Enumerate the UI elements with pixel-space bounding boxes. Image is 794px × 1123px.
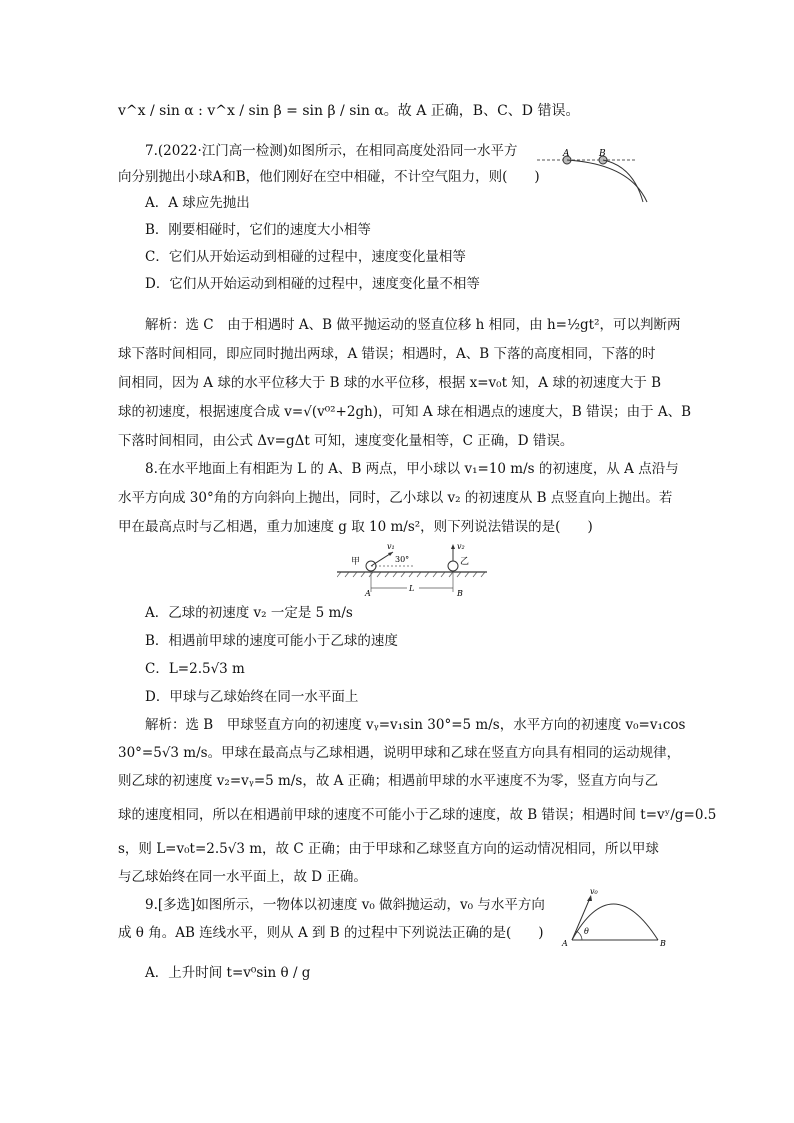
q8-solution-line2: 30°=5√3 m/s。甲球在最高点与乙球相遇，说明甲球和乙球在竖直方向具有相同的运动规律， (118, 745, 681, 761)
q7-solution-line3: 间相同，因为 A 球的水平位移大于 B 球的水平位移，根据 x=v₀t 知，A 球的初速度大于 B (118, 375, 662, 391)
q9-option-a: A．上升时间 t=v⁰sin θ / g (145, 965, 311, 981)
q9-label-a: A (562, 939, 568, 948)
q8-solution-line1: 解析：选 B 甲球竖直方向的初速度 vᵧ=v₁sin 30°=5 m/s，水平方向的初速度 v₀=v₁cos (145, 717, 686, 733)
q8-v2-arrowhead (451, 544, 455, 549)
q8-solution-line4: 球的速度相同，所以在相遇前甲球的速度不可能小于乙球的速度，故 B 错误；相遇时间 t=vʸ/g=0.5 (118, 807, 717, 823)
q8-option-c: C．L=2.5√3 m (145, 661, 245, 677)
q8-solution-line5: s，则 L=v₀t=2.5√3 m，故 C 正确；由于甲球和乙球竖直方向的运动情况相同，所以甲球 (118, 841, 659, 857)
q7-stem-line1: 7.(2022·江门高一检测)如图所示，在相同高度处沿同一水平方 (145, 143, 518, 159)
q8-stem-line3: 甲在最高点时与乙相遇，重力加速度 g 取 10 m/s²，则下列说法错误的是( ) (118, 519, 593, 535)
q8-label-jia: 甲 (351, 557, 361, 567)
q8-label-a: A (365, 589, 371, 598)
q7-trajectory-a (567, 160, 647, 202)
top-formula: v^x / sin α : v^x / sin β = sin β / sin α。故 A 正确，B、C、D 错误。 (118, 103, 580, 119)
q7-stem-line2: 向分别抛出小球A和B，他们刚好在空中相碰，不计空气阻力，则( ) (118, 169, 540, 185)
q8-figure (337, 540, 487, 598)
q8-ground-hatch (337, 572, 485, 577)
q7-solution-line5: 下落时间相同，由公式 Δv=gΔt 可知，速度变化量相等，C 正确，D 错误。 (118, 433, 574, 449)
q7-solution-line4: 球的初速度，根据速度合成 v=√(v⁰²+2gh)，可知 A 球在相遇点的速度大，B 错误；由于 A、B (118, 404, 692, 420)
q8-label-angle: 30° (395, 555, 410, 564)
q8-solution-line6: 与乙球始终在同一水平面上，故 D 正确。 (118, 869, 367, 885)
q8-option-a: A．乙球的初速度 v₂ 一定是 5 m/s (145, 605, 353, 621)
q9-figure (560, 884, 670, 950)
q7-trajectory-b (603, 160, 643, 202)
q8-option-b: B．相遇前甲球的速度可能小于乙球的速度 (145, 633, 398, 649)
q7-figure (535, 148, 655, 204)
q7-label-b: B (599, 149, 606, 159)
q9-stem-line1: 9.[多选]如图所示，一物体以初速度 v₀ 做斜抛运动，v₀ 与水平方向 (145, 897, 545, 913)
q9-label-v0: v₀ (590, 887, 598, 896)
q8-label-v1: v₁ (387, 542, 395, 551)
q8-stem-line1: 8.在水平地面上有相距为 L 的 A、B 两点，甲小球以 v₁=10 m/s 的初速度，从 A 点沿与 (145, 461, 679, 477)
q8-label-l: L (409, 584, 415, 593)
q8-option-d: D．甲球与乙球始终在同一水平面上 (145, 689, 359, 705)
q9-label-theta: θ (584, 927, 589, 936)
q7-option-b: B．刚要相碰时，它们的速度大小相等 (145, 222, 371, 238)
q8-label-v2: v₂ (457, 542, 465, 551)
q7-solution-line2: 球下落时间相同，即应同时抛出两球，A 错误；相遇时，A、B 下落的高度相同，下落的时 (118, 346, 656, 362)
q7-solution-line1: 解析：选 C 由于相遇时 A、B 做平抛运动的竖直位移 h 相同，由 h=½gt²，可以判断两 (145, 317, 681, 333)
q8-label-yi: 乙 (460, 557, 470, 567)
q9-stem-line2: 成 θ 角。AB 连线水平，则从 A 到 B 的过程中下列说法正确的是( ) (118, 925, 544, 941)
q8-solution-line3: 则乙球的初速度 v₂=vᵧ=5 m/s，故 A 正确；相遇前甲球的水平速度不为零，竖直方向与乙 (118, 773, 659, 789)
q8-ball-yi (448, 561, 458, 571)
q7-option-a: A．A 球应先抛出 (145, 195, 250, 211)
q9-label-b: B (660, 939, 666, 948)
q7-label-a: A (563, 149, 570, 159)
q8-label-b: B (457, 589, 463, 598)
q8-stem-line2: 水平方向成 30°角的方向斜向上抛出，同时，乙小球以 v₂ 的初速度从 B 点竖直向上抛出。若 (118, 490, 673, 506)
q7-option-c: C．它们从开始运动到相碰的过程中，速度变化量相等 (145, 249, 466, 265)
q8-v1-arrowhead (388, 552, 393, 556)
q7-option-d: D．它们从开始运动到相碰的过程中，速度变化量不相等 (145, 276, 480, 292)
